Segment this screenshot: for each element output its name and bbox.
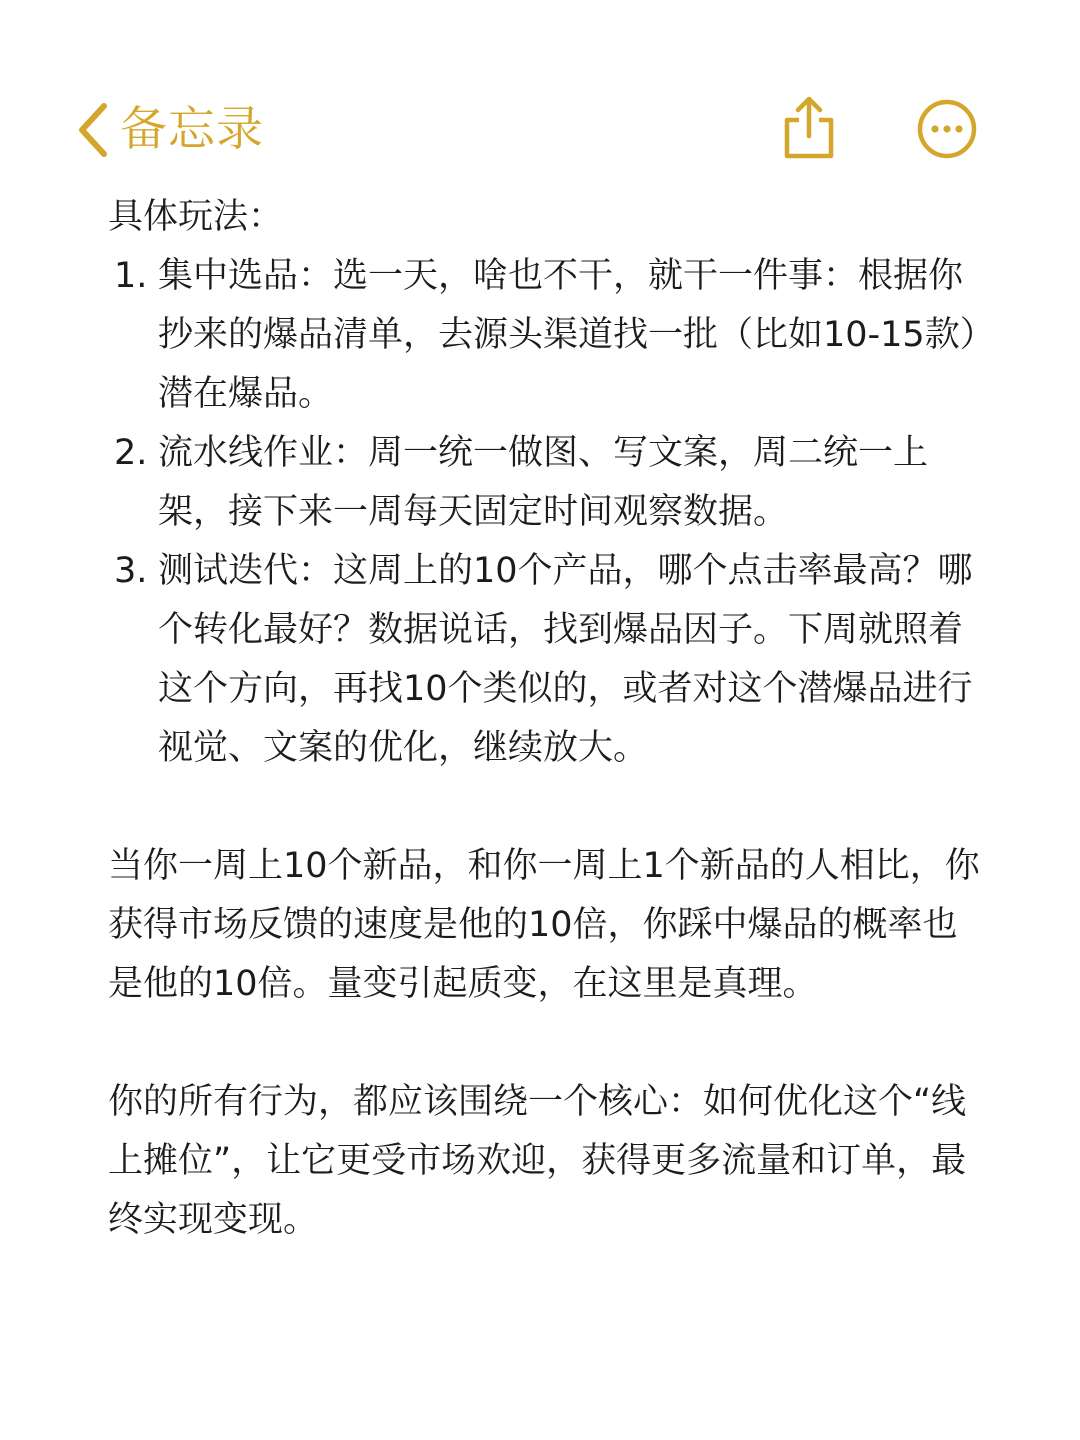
list-item-text: 测试迭代：这周上的10个产品，哪个点击率最高？哪个转化最好？数据说话，找到爆品因子。下周就照着这个方向，再找10个类似的，或者对这个潜爆品进行视觉、文案的优化，继续放大。 bbox=[158, 551, 973, 768]
paragraph-spacer bbox=[108, 1014, 988, 1073]
share-button[interactable] bbox=[780, 96, 838, 160]
note-paragraph: 当你一周上10个新品，和你一周上1个新品的人相比，你获得市场反馈的速度是他的10倍，你踩中爆品的概率也是他的10倍。量变引起质变，在这里是真理。 bbox=[108, 846, 980, 1004]
share-icon bbox=[780, 145, 838, 164]
back-label: 备忘录 bbox=[120, 102, 264, 157]
list-item-text: 集中选品：选一天，啥也不干，就干一件事：根据你抄来的爆品清单，去源头渠道找一批（比如10-15款）潜在爆品。 bbox=[158, 256, 978, 414]
list-item-number: 3. bbox=[114, 551, 148, 591]
list-item bbox=[108, 424, 988, 542]
note-heading: 具体玩法： bbox=[108, 197, 284, 237]
list-item-number: 2. bbox=[114, 433, 148, 473]
chevron-left-icon bbox=[74, 100, 110, 160]
list-item bbox=[108, 542, 988, 778]
more-button[interactable] bbox=[916, 98, 978, 160]
navigation-bar bbox=[0, 0, 1080, 190]
paragraph-spacer bbox=[108, 778, 988, 837]
steps-list bbox=[108, 247, 988, 778]
back-button[interactable] bbox=[74, 98, 264, 162]
note-paragraph: 你的所有行为，都应该围绕一个核心：如何优化这个“线上摊位”，让它更受市场欢迎，获得更多流量和订单，最终实现变现。 bbox=[108, 1082, 967, 1240]
ellipsis-circle-icon bbox=[916, 145, 978, 164]
note-body[interactable] bbox=[108, 188, 988, 1250]
list-item-text: 流水线作业：周一统一做图、写文案，周二统一上架，接下来一周每天固定时间观察数据。 bbox=[158, 433, 929, 532]
list-item-number: 1. bbox=[114, 256, 148, 296]
list-item bbox=[108, 247, 988, 424]
